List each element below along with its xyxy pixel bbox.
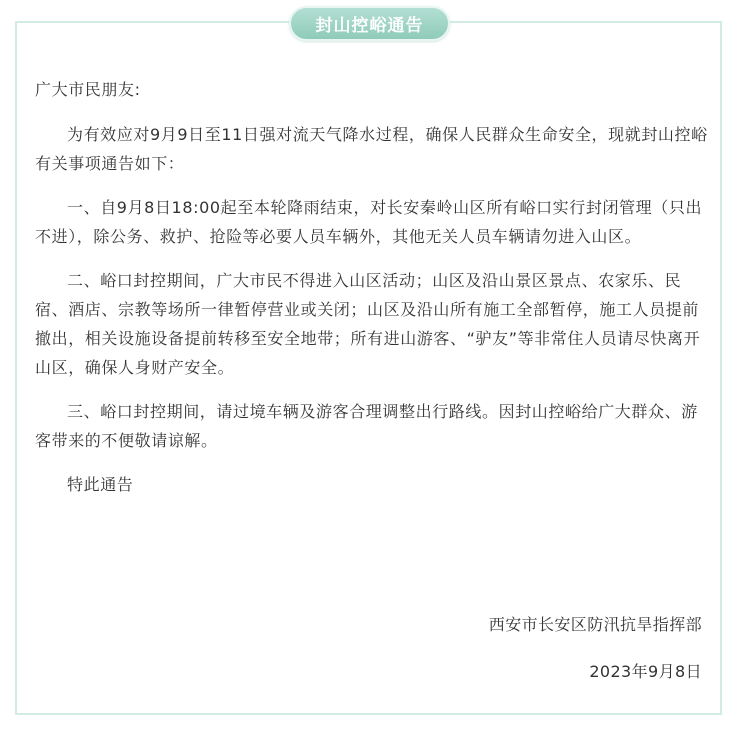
closing-line: 特此通告 (67, 475, 134, 494)
item-paragraph-2: 二、峪口封控期间，广大市民不得进入山区活动；山区及沿山景区景点、农家乐、民宿、酒店、宗教等场所一律暂停营业或关闭；山区及沿山所有施工全部暂停，施工人员提前撤出，相关设施设备提前转移至安全地带；所有进山游客、“驴友”等非常住人员请尽快离开山区，确保人身财产安全。 (35, 271, 701, 377)
notice-title: 封山控峪通告 (315, 16, 424, 36)
item-paragraph-1: 一、自9月8日18:00起至本轮降雨结束，对长安秦岭山区所有峪口实行封闭管理（只出不进），除公务、救护、抢险等必要人员车辆外，其他无关人员车辆请勿进入山区。 (35, 198, 703, 246)
title-badge (289, 6, 450, 41)
issuer-signature: 西安市长安区防汛抗旱指挥部 (488, 615, 702, 634)
greeting: 广大市民朋友: (35, 80, 141, 99)
intro-paragraph: 为有效应对9月9日至11日强对流天气降水过程，确保人民群众生命安全，现就封山控峪有关事项通告如下： (35, 125, 708, 173)
item-paragraph-3: 三、峪口封控期间，请过境车辆及游客合理调整出行路线。因封山控峪给广大群众、游客带来的不便敬请谅解。 (35, 402, 698, 450)
notice-body (35, 75, 709, 499)
issue-date: 2023年9月8日 (589, 662, 702, 681)
